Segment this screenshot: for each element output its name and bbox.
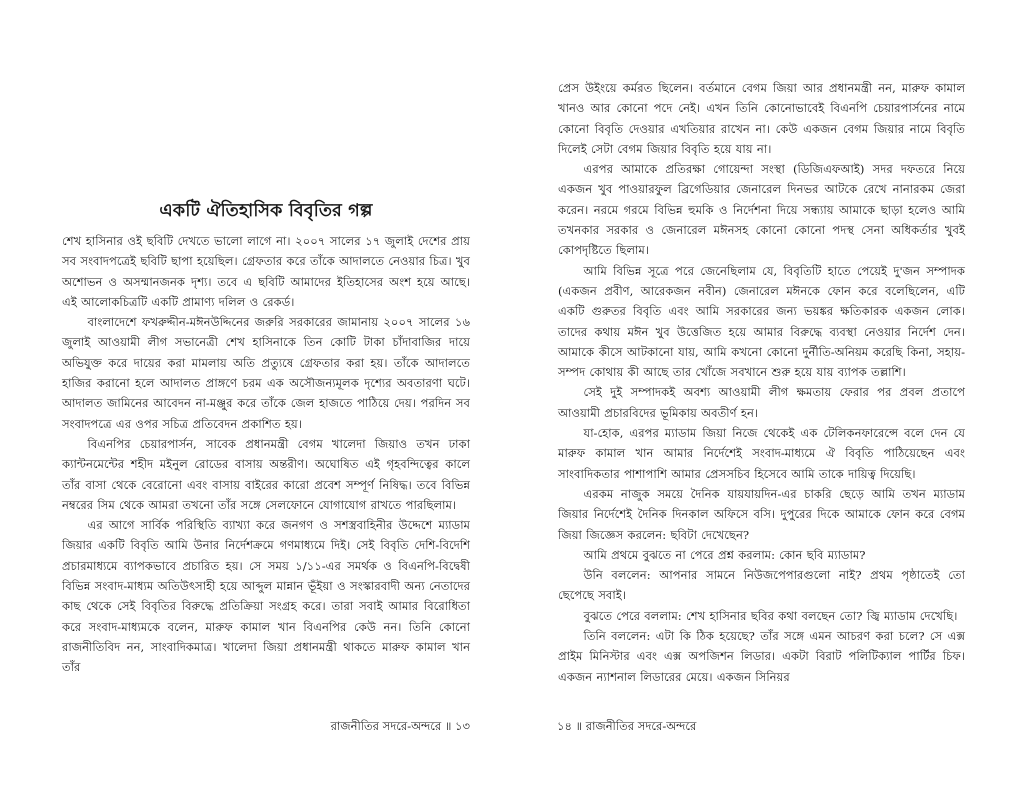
paragraph: শেখ হাসিনার ওই ছবিটি দেখতে ভালো লাগে না। ২০০৭ সালের ১৭ জুলাই দেশের প্রায় সব সংবাদপত্রেই ছবিটি ছাপা হয়েছিল। গ্রেফতার করে তাঁকে আদালতে নেওয়ার চিত্র। খুব অশোভন ও অসম্মানজনক দৃশ্য। তবে এ ছবিটি আমাদের ইতিহাসের অংশ হয়ে আছে। এই আলোকচিত্রটি একটি প্রামাণ্য দলিল ও রেকর্ড। (62, 234, 470, 309)
paragraph: বাংলাদেশে ফখরুদ্দীন-মঈনউদ্দিনের জরুরি সরকারের জামানায় ২০০৭ সালের ১৬ জুলাই আওয়ামী লীগ সভানেত্রী শেখ হাসিনাকে তিন কোটি টাকা চাঁদাবাজির দায়ে অভিযুক্ত করে দায়ের করা মামলায় অতি প্রত্যুষে গ্রেফতার করা হয়। তাঁকে আদালতে হাজির করানো হলে আদালত প্রাঙ্গণে চরম এক অসৌজন্যমূলক দৃশ্যের অবতারণা ঘটে। আদালত জামিনের আবেদন না-মঞ্জুর করে তাঁকে জেল হাজতে পাঠিয়ে দেয়। পরদিন সব সংবাদপত্রে এর ওপর সচিত্র প্রতিবেদন প্রকাশিত হয়। (62, 315, 470, 431)
paragraph: এর আগে সার্বিক পরিস্থিতি ব্যাখ্যা করে জনগণ ও সশস্ত্রবাহিনীর উদ্দেশে ম্যাডাম জিয়ার একটি বিবৃতি আমি উনার নির্দেশক্রমে গণমাধ্যমে দিই। সেই বিবৃতি দেশি-বিদেশি প্রচারমাধ্যমে ব্যাপকভাবে প্রচারিত হয়। সে সময় ১/১১-এর সমর্থক ও বিএনপি-বিদ্বেষী বিভিন্ন সংবাদ-মাধ্যম অতিউৎসাহী হয়ে আব্দুল মান্নান ভূঁইয়া ও সংস্কারবাদী অন্য নেতাদের কাছ থেকে সেই বিবৃতির বিরুদ্ধে প্রতিক্রিয়া সংগ্রহ করে। তারা সবাই আমার বিরোধিতা করে সংবাদ-মাধ্যমকে বলেন, মারুফ কামাল খান বিএনপির কেউ নন। তিনি কোনো রাজনীতিবিদ নন, সাংবাদিকমাত্র। খালেদা জিয়া প্রধানমন্ত্রী থাকতে মারুফ কামাল খান তাঁর (62, 518, 470, 675)
paragraph: উনি বললেন: আপনার সামনে নিউজপেপারগুলো নাই? প্রথম পৃষ্ঠাতেই তো ছেপেছে সবাই। (558, 568, 965, 603)
paragraph: আমি প্রথমে বুঝতে না পেরে প্রশ্ন করলাম: কোন ছবি ম্যাডাম? (583, 547, 866, 562)
paragraph: আমি বিভিন্ন সূত্রে পরে জেনেছিলাম যে, বিবৃতিটি হাতে পেয়েই দু'জন সম্পাদক (একজন প্রবীণ, আরেকজন নবীন) জেনারেল মঈনকে ফোন করে বলেছিলেন, এটি একটি গুরুতর বিবৃতি এবং আমি সরকারের জন্য ভয়ঙ্কর ক্ষতিকারক একজন লোক। তাদের কথায় মঈন খুব উত্তেজিত হয়ে আমার বিরুদ্ধে ব্যবস্থা নেওয়ার নির্দেশ দেন। আমাকে কীসে আটকানো যায়, আমি কখনো কোনো দুর্নীতি-অনিয়ম করেছি কিনা, সহায়-সম্পদ কোথায় কী আছে তার খোঁজে সবখানে শুরু হয়ে যায় ব্যাপক তল্লাশি। (558, 263, 965, 380)
right-page (512, 0, 1024, 791)
chapter-title: একটি ঐতিহাসিক বিবৃতির গল্প (159, 201, 373, 221)
right-page-footer: ১৪ ॥ রাজনীতির সদরে-অন্দরে (557, 719, 697, 733)
paragraph: এরকম নাজুক সময়ে দৈনিক যায়যায়দিন-এর চাকরি ছেড়ে আমি তখন ম্যাডাম জিয়ার নির্দেশেই দৈনিক দিনকাল অফিসে বসি। দুপুরের দিকে আমাকে ফোন করে বেগম জিয়া জিজ্ঞেস করলেন: ছবিটা দেখেছেন? (558, 486, 965, 542)
paragraph: এরপর আমাকে প্রতিরক্ষা গোয়েন্দা সংস্থা (ডিজিএফআই) সদর দফতরে নিয়ে একজন খুব পাওয়ারফুল ব্রিগেডিয়ার জেনারেল দিনভর আটকে রেখে নানারকম জেরা করেন। নরমে গরমে বিভিন্ন হুমকি ও নির্দেশনা দিয়ে সন্ধ্যায় আমাকে ছাড়া হলেও আমি তখনকার সরকার ও জেনারেল মঈনসহ কোনো কোনো পদস্থ সেনা অধিকর্তার খুবই কোপদৃষ্টিতে ছিলাম। (558, 162, 965, 258)
paragraph: যা-হোক, এরপর ম্যাডাম জিয়া নিজে থেকেই এক টেলিকনফারেন্সে বলে দেন যে মারুফ কামাল খান আমার নির্দেশেই সংবাদ-মাধ্যমে ঐ বিবৃতি পাঠিয়েছেন এবং সাংবাদিকতার পাশাপাশি আমার প্রেসসচিব হিসেবে আমি তাকে দায়িত্ব দিয়েছি। (558, 426, 965, 481)
left-page-body (62, 231, 470, 678)
paragraph: তিনি বললেন: এটা কি ঠিক হয়েছে? তাঁর সঙ্গে এমন আচরণ করা চলে? সে এক্স প্রাইম মিনিস্টার এবং এক্স অপজিশন লিডার। একটা বিরাট পলিটিক্যাল পার্টির চিফ। একজন ন্যাশনাল লিডারের মেয়ে। একজন সিনিয়র (558, 629, 965, 684)
paragraph: সেই দুই সম্পাদকই অবশ্য আওয়ামী লীগ ক্ষমতায় ফেরার পর প্রবল প্রতাপে আওয়ামী প্রচারবিদের ভূমিকায় অবতীর্ণ হন। (558, 385, 965, 420)
paragraph: প্রেস উইংয়ে কর্মরত ছিলেন। বর্তমানে বেগম জিয়া আর প্রধানমন্ত্রী নন, মারুফ কামাল খানও আর কোনো পদে নেই। এখন তিনি কোনোভাবেই বিএনপি চেয়ারপার্সনের নামে কোনো বিবৃতি দেওয়ার এখতিয়ার রাখেন না। কেউ একজন বেগম জিয়ার নামে বিবৃতি দিলেই সেটা বেগম জিয়ার বিবৃতি হয়ে যায় না। (558, 81, 965, 156)
left-page-footer: রাজনীতির সদরে-অন্দরে ॥ ১৩ (330, 719, 470, 733)
paragraph: বিএনপির চেয়ারপার্সন, সাবেক প্রধানমন্ত্রী বেগম খালেদা জিয়াও তখন ঢাকা ক্যান্টনমেন্টের শহীদ মইনুল রোডের বাসায় অন্তরীণ। অঘোষিত এই গৃহবন্দিত্বের কালে তাঁর বাসা থেকে বেরোনো এবং বাসায় বাইরের কারো প্রবেশ সম্পূর্ণ নিষিদ্ধ। তবে বিভিন্ন নম্বরের সিম থেকে আমরা তখনো তাঁর সঙ্গে সেলফোনে যোগাযোগ রাখতে পারছিলাম। (62, 436, 470, 512)
paragraph: বুঝতে পেরে বললাম: শেখ হাসিনার ছবির কথা বলছেন তো? জ্বি ম্যাডাম দেখেছি। (583, 608, 958, 623)
right-page-body (558, 78, 965, 687)
